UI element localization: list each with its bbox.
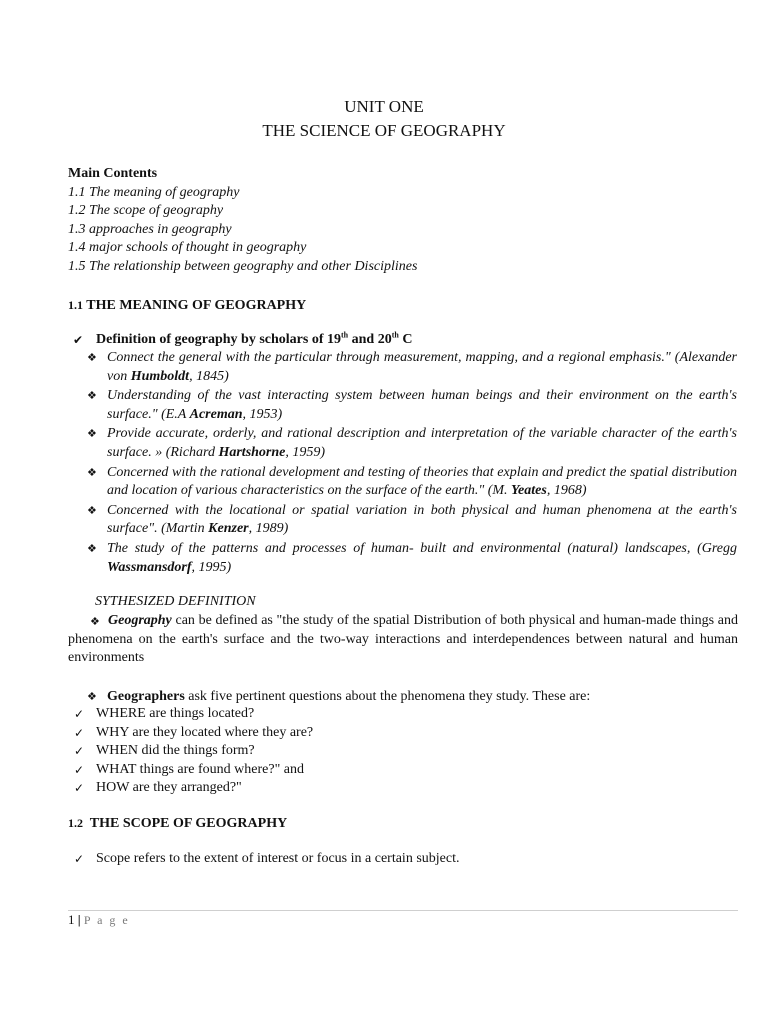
geographers-term: Geographers	[107, 689, 185, 704]
questions-list	[74, 705, 736, 798]
scholar-name: Wassmansdorf	[107, 559, 192, 575]
main-contents	[68, 165, 740, 277]
scholar-name: Humboldt	[130, 368, 190, 384]
contents-heading: Main Contents	[68, 166, 158, 181]
unit-subtitle: THE SCIENCE OF GEOGRAPHY	[262, 121, 506, 140]
section-number: 1.2	[68, 816, 83, 830]
scholar-name: Kenzer	[208, 521, 249, 537]
list-item: ❖ Concerned with the rational development and testing of theories that explain and predict the spatial distribution and location of various characteristics on the surface of the earth." (M. Yeates, 1968)	[87, 464, 737, 499]
scholar-name: Yeates	[511, 483, 547, 499]
contents-item: 1.4 major schools of thought in geography	[68, 240, 307, 256]
checkmark-icon: ✓	[74, 707, 85, 721]
contents-item: 1.1 The meaning of geography	[68, 184, 240, 200]
diamond-bullet-icon: ❖	[87, 504, 97, 517]
diamond-bullet-icon: ❖	[87, 691, 97, 703]
contents-item: 1.2 The scope of geography	[68, 203, 224, 219]
checkmark-icon: ✓	[74, 725, 85, 740]
section-title: THE SCOPE OF GEOGRAPHY	[89, 816, 288, 831]
list-item: ❖ Understanding of the vast interacting system between human beings and their environment on the earth's surface." (E.A Acreman, 1953)	[87, 388, 737, 422]
diamond-bullet-icon: ❖	[87, 390, 97, 403]
footer-separator: |	[77, 912, 81, 927]
check-icon: ✔	[73, 333, 84, 347]
section-number: 1.1	[68, 298, 83, 312]
checkmark-icon: ✓	[74, 781, 85, 796]
list-item: ❖ Connect the general with the particular through measurement, mapping, and a regional emphasis." (Alexander von Humboldt, 1845)	[87, 350, 737, 384]
page-label: P a g e	[83, 913, 130, 927]
synthesized-heading: SYTHESIZED DEFINITION	[95, 594, 256, 609]
geography-term: Geography	[108, 613, 172, 628]
footer-divider	[68, 910, 738, 911]
scholar-name: Hartshorne	[218, 444, 286, 460]
diamond-bullet-icon: ❖	[90, 616, 100, 628]
diamond-bullet-icon: ❖	[87, 466, 97, 479]
contents-item: 1.5 The relationship between geography and other Disciplines	[68, 258, 418, 274]
unit-title: UNIT ONE	[344, 97, 424, 116]
page-footer	[68, 912, 130, 928]
page-number: 1	[68, 912, 75, 927]
scope-item: ✓ Scope refers to the extent of interest or focus in a certain subject.	[96, 850, 736, 869]
list-item: ✓ WHAT things are found where?" and	[96, 761, 736, 780]
list-item: ❖ The study of the patterns and processes of human- built and environmental (natural) landscapes, (Gregg Wassmansdorf, 1995)	[87, 540, 737, 575]
list-item: ✓ HOW are they arranged?"	[96, 779, 736, 798]
definitions-list	[87, 349, 737, 577]
diamond-bullet-icon: ❖	[87, 352, 97, 364]
diamond-bullet-icon: ❖	[87, 542, 97, 555]
diamond-bullet-icon: ❖	[87, 428, 97, 441]
definitions-heading: ✔ Definition of geography by scholars of 19th and 20th C	[96, 331, 736, 350]
section-heading-1-2	[68, 814, 740, 834]
list-item: ✓ WHEN did the things form?	[96, 742, 736, 761]
checkmark-icon: ✓	[74, 744, 85, 759]
checkmark-icon: ✓	[74, 762, 85, 777]
list-item: ❖ Provide accurate, orderly, and rational description and interpretation of the variable character of the earth's surface. » (Richard Hartshorne, 1959)	[87, 426, 737, 460]
list-item: ✓ WHY are they located where they are?	[96, 724, 736, 743]
scholar-name: Acreman	[189, 406, 243, 422]
section-heading-1-1	[68, 296, 740, 316]
geographers-intro: ❖ Geographers ask five pertinent questions about the phenomena they study. These are:	[107, 688, 737, 707]
contents-item: 1.3 approaches in geography	[68, 221, 232, 237]
checkmark-icon: ✓	[74, 852, 85, 866]
synthesized-definition: ❖ Geography can be defined as "the study of the spatial Distribution of both physical and human-made things and phenomena on the earth's surface and the two-way interactions and interdependences between natural and human environments	[68, 613, 738, 666]
list-item: ❖ Concerned with the locational or spatial variation in both physical and human phenomena at the earth's surface". (Martin Kenzer, 1989)	[87, 502, 737, 537]
list-item: ✓ WHERE are things located?	[96, 705, 736, 724]
section-title: THE MEANING OF GEOGRAPHY	[86, 298, 307, 313]
